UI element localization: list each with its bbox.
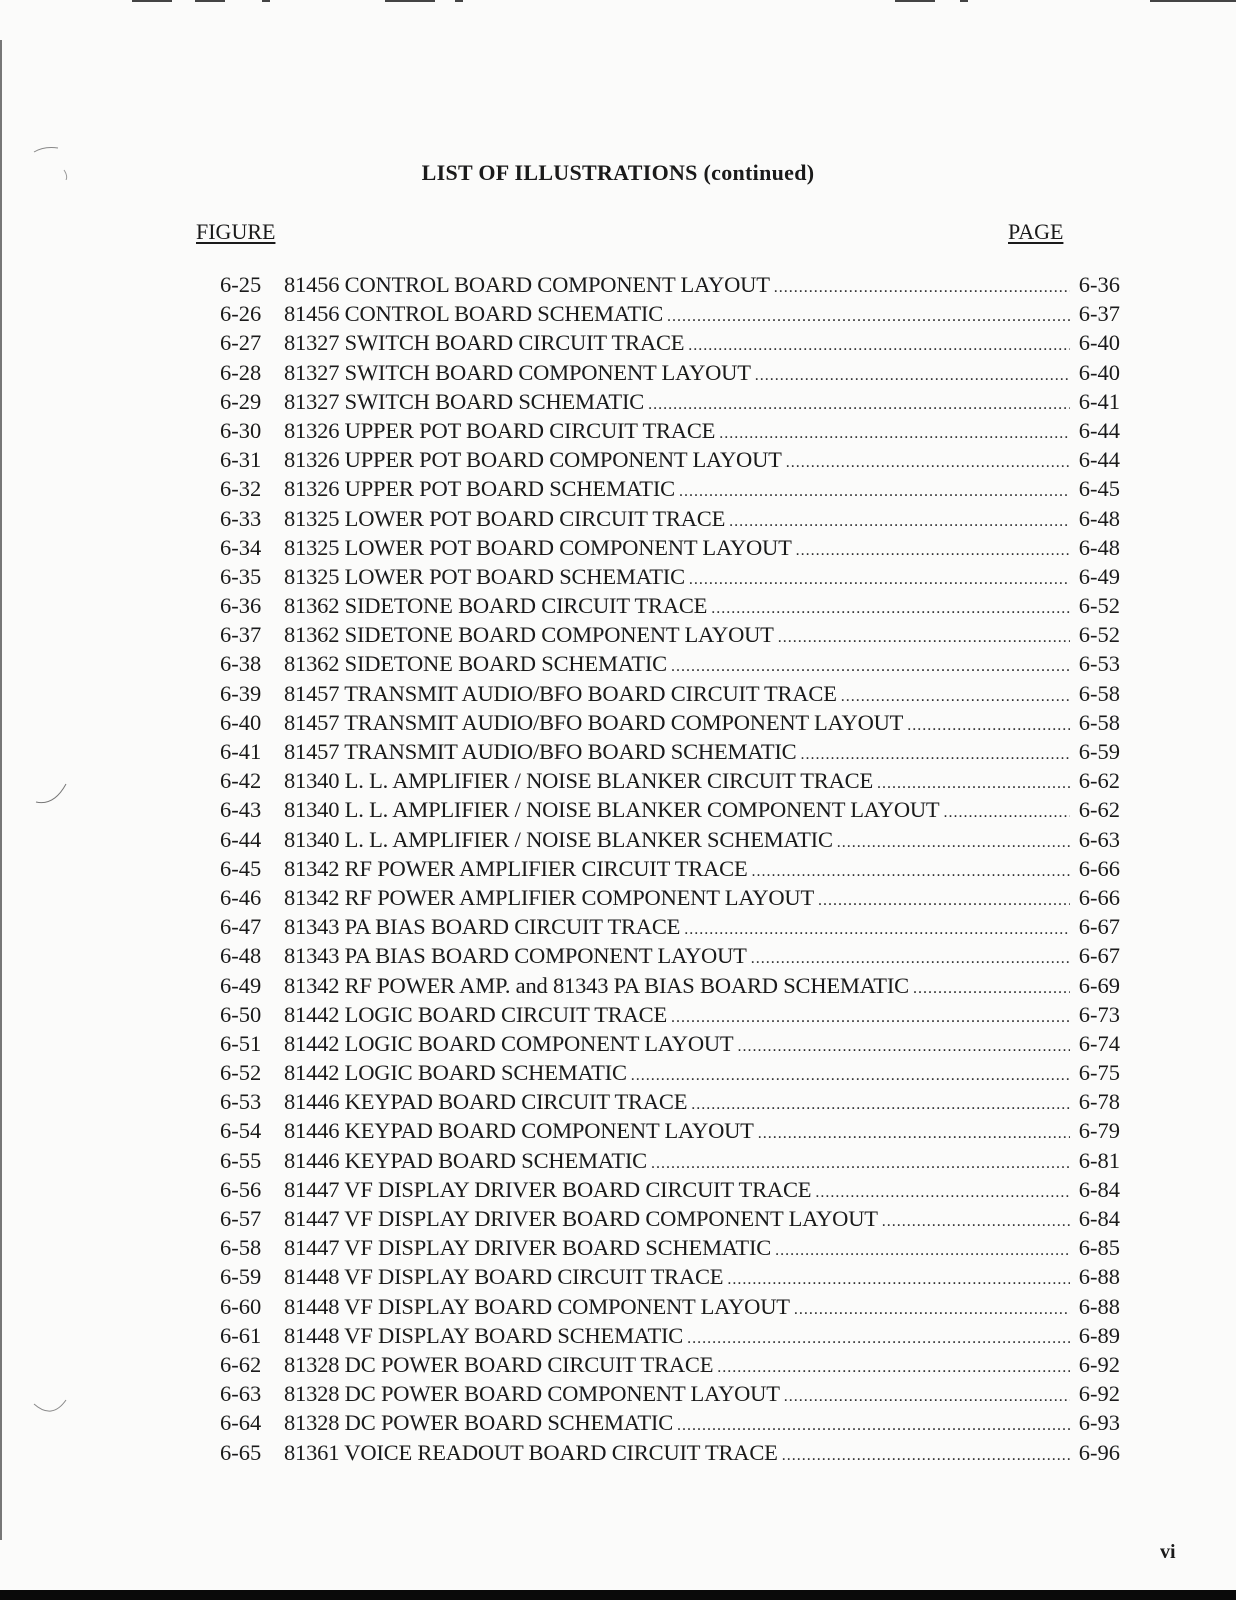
figure-title: 81446 KEYPAD BOARD SCHEMATIC bbox=[284, 1147, 647, 1173]
figure-number: 6-36 bbox=[220, 593, 262, 619]
figure-title: 81456 CONTROL BOARD COMPONENT LAYOUT bbox=[284, 272, 770, 297]
figure-number: 6-43 bbox=[220, 797, 262, 823]
figure-title: 81326 UPPER POT BOARD SCHEMATIC bbox=[284, 476, 675, 502]
figure-number: 6-44 bbox=[220, 826, 262, 852]
figure-title: 81362 SIDETONE BOARD CIRCUIT TRACE bbox=[284, 593, 708, 619]
scan-bottom-edge bbox=[0, 1590, 1236, 1600]
page-title: LIST OF ILLUSTRATIONS (continued) bbox=[421, 160, 815, 185]
page-number: 6-44 bbox=[1078, 447, 1120, 473]
figure-title: 81447 VF DISPLAY DRIVER BOARD CIRCUIT TRACE bbox=[284, 1176, 812, 1202]
figure-title: 81448 VF DISPLAY BOARD CIRCUIT TRACE bbox=[284, 1264, 724, 1290]
figure-title: 81325 LOWER POT BOARD CIRCUIT TRACE bbox=[284, 505, 726, 531]
figure-number: 6-26 bbox=[220, 301, 262, 327]
list-item bbox=[220, 854, 1120, 883]
dot-leader bbox=[688, 331, 1070, 360]
scan-left-edge-line bbox=[0, 40, 2, 1540]
page-number: 6-53 bbox=[1078, 651, 1120, 677]
figure-number: 6-46 bbox=[220, 884, 262, 910]
dot-leader bbox=[677, 1411, 1070, 1440]
dot-leader bbox=[671, 1003, 1070, 1032]
page-number: 6-40 bbox=[1078, 330, 1120, 356]
figure-title: 81442 LOGIC BOARD CIRCUIT TRACE bbox=[284, 1001, 667, 1027]
figure-title: 81340 L. L. AMPLIFIER / NOISE BLANKER SCHEMATIC bbox=[284, 826, 833, 852]
figure-title: 81325 LOWER POT BOARD COMPONENT LAYOUT bbox=[284, 534, 792, 560]
page-number: 6-41 bbox=[1078, 388, 1120, 414]
dot-leader bbox=[782, 1441, 1070, 1470]
dot-leader bbox=[727, 1265, 1070, 1294]
punch-hole-mark bbox=[30, 1390, 70, 1430]
list-item bbox=[220, 533, 1120, 562]
page-number: 6-37 bbox=[1078, 301, 1120, 327]
dot-leader bbox=[667, 302, 1070, 331]
figure-number: 6-50 bbox=[220, 1001, 262, 1027]
dot-leader bbox=[679, 477, 1070, 506]
figure-title: 81342 RF POWER AMP. and 81343 PA BIAS BOARD SCHEMATIC bbox=[284, 972, 909, 998]
list-item bbox=[220, 1029, 1120, 1058]
list-item bbox=[220, 1292, 1120, 1321]
list-item bbox=[220, 708, 1120, 737]
dot-leader bbox=[784, 1382, 1070, 1411]
page-number: 6-84 bbox=[1078, 1176, 1120, 1202]
list-item bbox=[220, 1350, 1120, 1379]
figure-number: 6-63 bbox=[220, 1381, 262, 1407]
figure-number: 6-53 bbox=[220, 1089, 262, 1115]
page-number: 6-69 bbox=[1078, 972, 1120, 998]
page-number: 6-89 bbox=[1078, 1322, 1120, 1348]
page-number: 6-59 bbox=[1078, 739, 1120, 764]
dot-leader bbox=[711, 594, 1070, 623]
figure-number: 6-56 bbox=[220, 1176, 262, 1202]
dot-leader bbox=[729, 507, 1070, 536]
dot-leader bbox=[837, 828, 1070, 857]
figure-number: 6-51 bbox=[220, 1030, 262, 1056]
figure-number: 6-37 bbox=[220, 622, 262, 648]
scan-top-edge-marks bbox=[0, 0, 1236, 4]
dot-leader bbox=[877, 769, 1070, 798]
list-item bbox=[220, 591, 1120, 620]
figure-number: 6-49 bbox=[220, 972, 262, 998]
page-number: 6-36 bbox=[1078, 272, 1120, 297]
page-number: 6-84 bbox=[1078, 1206, 1120, 1231]
figure-number: 6-28 bbox=[220, 359, 262, 385]
list-item bbox=[220, 795, 1120, 824]
list-item bbox=[220, 971, 1120, 1000]
figure-number: 6-41 bbox=[220, 739, 262, 764]
page-number: 6-67 bbox=[1078, 943, 1120, 969]
figure-title: 81328 DC POWER BOARD SCHEMATIC bbox=[284, 1410, 674, 1436]
punch-hole-mark bbox=[30, 780, 70, 820]
figure-column-heading: FIGURE bbox=[196, 219, 276, 244]
dot-leader bbox=[943, 798, 1070, 827]
dot-leader bbox=[719, 419, 1070, 448]
page-number: 6-52 bbox=[1078, 622, 1120, 648]
figure-number: 6-52 bbox=[220, 1060, 262, 1086]
dot-leader bbox=[778, 623, 1070, 652]
figure-title: 81326 UPPER POT BOARD COMPONENT LAYOUT bbox=[284, 447, 782, 473]
dot-leader bbox=[684, 915, 1070, 944]
figure-title: 81446 KEYPAD BOARD CIRCUIT TRACE bbox=[284, 1089, 688, 1115]
illustration-list bbox=[220, 270, 1120, 1467]
page-number: 6-62 bbox=[1078, 768, 1120, 794]
list-item bbox=[220, 270, 1120, 299]
list-item bbox=[220, 649, 1120, 678]
figure-number: 6-31 bbox=[220, 447, 262, 473]
list-item bbox=[220, 941, 1120, 970]
list-item bbox=[220, 1116, 1120, 1145]
list-item bbox=[220, 1321, 1120, 1350]
list-item bbox=[220, 1408, 1120, 1437]
figure-number: 6-35 bbox=[220, 563, 262, 589]
figure-title: 81457 TRANSMIT AUDIO/BFO BOARD SCHEMATIC bbox=[284, 739, 797, 764]
figure-number: 6-55 bbox=[220, 1147, 262, 1173]
figure-title: 81447 VF DISPLAY DRIVER BOARD SCHEMATIC bbox=[284, 1235, 772, 1261]
page-number: 6-63 bbox=[1078, 826, 1120, 852]
dot-leader bbox=[801, 740, 1071, 769]
figure-title: 81361 VOICE READOUT BOARD CIRCUIT TRACE bbox=[284, 1439, 778, 1465]
list-item bbox=[220, 679, 1120, 708]
page-number: 6-79 bbox=[1078, 1118, 1120, 1144]
figure-number: 6-29 bbox=[220, 388, 262, 414]
figure-number: 6-33 bbox=[220, 505, 262, 531]
figure-title: 81327 SWITCH BOARD SCHEMATIC bbox=[284, 388, 645, 414]
figure-number: 6-32 bbox=[220, 476, 262, 502]
figure-number: 6-30 bbox=[220, 417, 262, 443]
list-item bbox=[220, 1175, 1120, 1204]
dot-leader bbox=[717, 1353, 1070, 1382]
figure-title: 81457 TRANSMIT AUDIO/BFO BOARD CIRCUIT TRACE bbox=[284, 680, 837, 706]
list-item bbox=[220, 1379, 1120, 1408]
figure-title: 81456 CONTROL BOARD SCHEMATIC bbox=[284, 301, 664, 327]
dot-leader bbox=[786, 448, 1070, 477]
figure-title: 81457 TRANSMIT AUDIO/BFO BOARD COMPONENT LAYOUT bbox=[284, 709, 904, 735]
dot-leader bbox=[752, 857, 1070, 886]
figure-title: 81447 VF DISPLAY DRIVER BOARD COMPONENT LAYOUT bbox=[284, 1206, 878, 1231]
page-number: 6-49 bbox=[1078, 563, 1120, 589]
dot-leader bbox=[794, 1295, 1070, 1324]
page-number: 6-48 bbox=[1078, 534, 1120, 560]
list-item bbox=[220, 358, 1120, 387]
page-number: 6-45 bbox=[1078, 476, 1120, 502]
page-number: 6-96 bbox=[1078, 1439, 1120, 1465]
page-number: 6-93 bbox=[1078, 1410, 1120, 1436]
figure-title: 81448 VF DISPLAY BOARD COMPONENT LAYOUT bbox=[284, 1293, 790, 1319]
dot-leader bbox=[737, 1032, 1070, 1061]
figure-title: 81325 LOWER POT BOARD SCHEMATIC bbox=[284, 563, 685, 589]
page-number: 6-48 bbox=[1078, 505, 1120, 531]
page-number: 6-81 bbox=[1078, 1147, 1120, 1173]
figure-title: 81340 L. L. AMPLIFIER / NOISE BLANKER COMPONENT LAYOUT bbox=[284, 797, 940, 823]
figure-number: 6-60 bbox=[220, 1293, 262, 1319]
figure-number: 6-47 bbox=[220, 914, 262, 940]
page-number: 6-66 bbox=[1078, 855, 1120, 881]
figure-title: 81327 SWITCH BOARD CIRCUIT TRACE bbox=[284, 330, 685, 356]
page-number: 6-58 bbox=[1078, 709, 1120, 735]
dot-leader bbox=[913, 974, 1070, 1003]
dot-leader bbox=[818, 886, 1070, 915]
page-number: 6-58 bbox=[1078, 680, 1120, 706]
list-item bbox=[220, 387, 1120, 416]
list-item bbox=[220, 883, 1120, 912]
figure-title: 81442 LOGIC BOARD COMPONENT LAYOUT bbox=[284, 1030, 734, 1056]
figure-title: 81326 UPPER POT BOARD CIRCUIT TRACE bbox=[284, 417, 716, 443]
dot-leader bbox=[796, 536, 1070, 565]
dot-leader bbox=[651, 1149, 1070, 1178]
list-item bbox=[220, 416, 1120, 445]
figure-title: 81362 SIDETONE BOARD COMPONENT LAYOUT bbox=[284, 622, 774, 648]
figure-title: 81328 DC POWER BOARD COMPONENT LAYOUT bbox=[284, 1381, 780, 1407]
list-item bbox=[220, 562, 1120, 591]
page-number: 6-75 bbox=[1078, 1060, 1120, 1086]
figure-title: 81448 VF DISPLAY BOARD SCHEMATIC bbox=[284, 1322, 684, 1348]
figure-title: 81342 RF POWER AMPLIFIER COMPONENT LAYOUT bbox=[284, 884, 814, 910]
figure-title: 81327 SWITCH BOARD COMPONENT LAYOUT bbox=[284, 359, 751, 385]
list-item bbox=[220, 328, 1120, 357]
list-item bbox=[220, 445, 1120, 474]
page-number: 6-40 bbox=[1078, 359, 1120, 385]
figure-number: 6-27 bbox=[220, 330, 262, 356]
page-folio: vi bbox=[1160, 1541, 1176, 1563]
list-item bbox=[220, 299, 1120, 328]
page-number: 6-88 bbox=[1078, 1264, 1120, 1290]
list-item bbox=[220, 825, 1120, 854]
page-number: 6-92 bbox=[1078, 1351, 1120, 1377]
list-item bbox=[220, 1204, 1120, 1233]
dot-leader bbox=[687, 1324, 1070, 1353]
dot-leader bbox=[774, 273, 1070, 302]
figure-number: 6-39 bbox=[220, 680, 262, 706]
figure-number: 6-59 bbox=[220, 1264, 262, 1290]
figure-number: 6-38 bbox=[220, 651, 262, 677]
dot-leader bbox=[882, 1207, 1070, 1236]
figure-number: 6-57 bbox=[220, 1206, 262, 1231]
dot-leader bbox=[815, 1178, 1070, 1207]
page-number: 6-78 bbox=[1078, 1089, 1120, 1115]
dot-leader bbox=[758, 1119, 1070, 1148]
page-number: 6-88 bbox=[1078, 1293, 1120, 1319]
figure-number: 6-45 bbox=[220, 855, 262, 881]
page-number: 6-66 bbox=[1078, 884, 1120, 910]
figure-title: 81342 RF POWER AMPLIFIER CIRCUIT TRACE bbox=[284, 855, 748, 881]
figure-number: 6-58 bbox=[220, 1235, 262, 1261]
figure-title: 81446 KEYPAD BOARD COMPONENT LAYOUT bbox=[284, 1118, 754, 1144]
figure-number: 6-64 bbox=[220, 1410, 262, 1436]
list-item bbox=[220, 1087, 1120, 1116]
figure-number: 6-25 bbox=[220, 272, 262, 297]
list-item bbox=[220, 1146, 1120, 1175]
list-item bbox=[220, 620, 1120, 649]
list-item bbox=[220, 1058, 1120, 1087]
figure-number: 6-40 bbox=[220, 709, 262, 735]
page-number: 6-67 bbox=[1078, 914, 1120, 940]
figure-number: 6-65 bbox=[220, 1439, 262, 1465]
page-number: 6-44 bbox=[1078, 417, 1120, 443]
figure-title: 81362 SIDETONE BOARD SCHEMATIC bbox=[284, 651, 667, 677]
dot-leader bbox=[751, 944, 1070, 973]
figure-number: 6-48 bbox=[220, 943, 262, 969]
list-item bbox=[220, 737, 1120, 766]
figure-title: 81340 L. L. AMPLIFIER / NOISE BLANKER CIRCUIT TRACE bbox=[284, 768, 873, 794]
list-item bbox=[220, 1438, 1120, 1467]
page-number: 6-92 bbox=[1078, 1381, 1120, 1407]
dot-leader bbox=[648, 390, 1070, 419]
list-item bbox=[220, 1262, 1120, 1291]
dot-leader bbox=[775, 1236, 1070, 1265]
page-column-heading: PAGE bbox=[1008, 219, 1064, 244]
figure-number: 6-62 bbox=[220, 1351, 262, 1377]
list-item bbox=[220, 912, 1120, 941]
figure-number: 6-34 bbox=[220, 534, 262, 560]
dot-leader bbox=[755, 361, 1070, 390]
page-number: 6-62 bbox=[1078, 797, 1120, 823]
dot-leader bbox=[631, 1061, 1070, 1090]
page-number: 6-85 bbox=[1078, 1235, 1120, 1261]
figure-number: 6-61 bbox=[220, 1322, 262, 1348]
dot-leader bbox=[841, 682, 1070, 711]
dot-leader bbox=[671, 652, 1070, 681]
dot-leader bbox=[907, 711, 1070, 740]
list-item bbox=[220, 766, 1120, 795]
page-number: 6-52 bbox=[1078, 593, 1120, 619]
dot-leader bbox=[689, 565, 1070, 594]
figure-title: 81343 PA BIAS BOARD CIRCUIT TRACE bbox=[284, 914, 681, 940]
list-item bbox=[220, 1000, 1120, 1029]
figure-title: 81328 DC POWER BOARD CIRCUIT TRACE bbox=[284, 1351, 714, 1377]
list-item bbox=[220, 1233, 1120, 1262]
figure-title: 81343 PA BIAS BOARD COMPONENT LAYOUT bbox=[284, 943, 747, 969]
figure-number: 6-42 bbox=[220, 768, 262, 794]
dot-leader bbox=[691, 1090, 1070, 1119]
page-number: 6-74 bbox=[1078, 1030, 1120, 1056]
list-item bbox=[220, 474, 1120, 503]
list-item bbox=[220, 504, 1120, 533]
figure-title: 81442 LOGIC BOARD SCHEMATIC bbox=[284, 1060, 627, 1086]
page-number: 6-73 bbox=[1078, 1001, 1120, 1027]
figure-number: 6-54 bbox=[220, 1118, 262, 1144]
